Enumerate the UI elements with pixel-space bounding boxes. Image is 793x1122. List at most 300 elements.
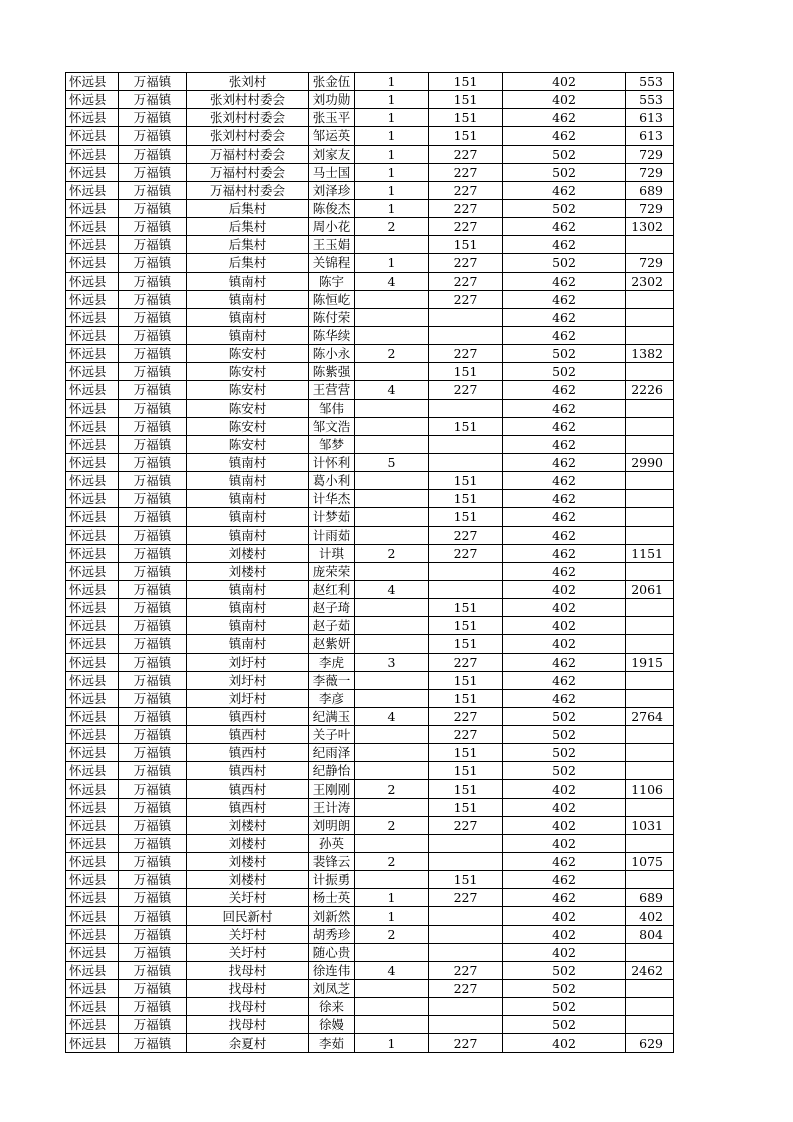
total-cell: 689: [626, 889, 674, 907]
amount-b-cell: 402: [503, 617, 626, 635]
household-count-cell: 1: [355, 73, 429, 91]
town-cell: 万福镇: [119, 689, 187, 707]
village-cell: 刘楼村: [187, 816, 309, 834]
total-cell: 613: [626, 109, 674, 127]
amount-b-cell: 462: [503, 653, 626, 671]
amount-a-cell: 227: [429, 181, 503, 199]
amount-a-cell: 227: [429, 889, 503, 907]
household-count-cell: [355, 363, 429, 381]
village-cell: 镇南村: [187, 290, 309, 308]
household-count-cell: [355, 490, 429, 508]
name-cell: 胡秀珍: [309, 925, 355, 943]
town-cell: 万福镇: [119, 671, 187, 689]
household-count-cell: [355, 635, 429, 653]
household-count-cell: 3: [355, 653, 429, 671]
total-cell: 729: [626, 199, 674, 217]
county-cell: 怀远县: [66, 145, 119, 163]
household-count-cell: [355, 599, 429, 617]
name-cell: 纪雨泽: [309, 744, 355, 762]
name-cell: 刘泽珍: [309, 181, 355, 199]
amount-a-cell: 227: [429, 526, 503, 544]
amount-b-cell: 462: [503, 435, 626, 453]
table-row: [66, 1034, 674, 1052]
amount-b-cell: 462: [503, 308, 626, 326]
county-cell: 怀远县: [66, 798, 119, 816]
table-row: [66, 943, 674, 961]
village-cell: 刘楼村: [187, 834, 309, 852]
town-cell: 万福镇: [119, 925, 187, 943]
county-cell: 怀远县: [66, 308, 119, 326]
amount-b-cell: 462: [503, 236, 626, 254]
household-count-cell: [355, 871, 429, 889]
county-cell: 怀远县: [66, 472, 119, 490]
county-cell: 怀远县: [66, 907, 119, 925]
household-count-cell: [355, 689, 429, 707]
town-cell: 万福镇: [119, 236, 187, 254]
household-count-cell: 4: [355, 961, 429, 979]
town-cell: 万福镇: [119, 853, 187, 871]
household-count-cell: 2: [355, 544, 429, 562]
household-count-cell: [355, 617, 429, 635]
county-cell: 怀远县: [66, 816, 119, 834]
household-count-cell: [355, 726, 429, 744]
amount-a-cell: [429, 562, 503, 580]
name-cell: 葛小利: [309, 472, 355, 490]
amount-b-cell: 462: [503, 399, 626, 417]
county-cell: 怀远县: [66, 254, 119, 272]
town-cell: 万福镇: [119, 943, 187, 961]
county-cell: 怀远县: [66, 399, 119, 417]
name-cell: 李彦: [309, 689, 355, 707]
town-cell: 万福镇: [119, 998, 187, 1016]
town-cell: 万福镇: [119, 762, 187, 780]
household-count-cell: 5: [355, 453, 429, 471]
amount-b-cell: 502: [503, 980, 626, 998]
household-count-cell: [355, 562, 429, 580]
county-cell: 怀远县: [66, 871, 119, 889]
village-cell: 镇南村: [187, 580, 309, 598]
village-cell: 关圩村: [187, 943, 309, 961]
name-cell: 马士国: [309, 163, 355, 181]
amount-b-cell: 402: [503, 73, 626, 91]
total-cell: [626, 617, 674, 635]
county-cell: 怀远县: [66, 381, 119, 399]
amount-b-cell: 402: [503, 816, 626, 834]
total-cell: 2061: [626, 580, 674, 598]
county-cell: 怀远县: [66, 707, 119, 725]
total-cell: [626, 526, 674, 544]
household-count-cell: 1: [355, 109, 429, 127]
household-count-cell: [355, 744, 429, 762]
total-cell: [626, 472, 674, 490]
village-cell: 关圩村: [187, 889, 309, 907]
total-cell: [626, 762, 674, 780]
table-row: [66, 417, 674, 435]
amount-a-cell: 151: [429, 780, 503, 798]
village-cell: 张刘村村委会: [187, 127, 309, 145]
amount-b-cell: 462: [503, 326, 626, 344]
amount-b-cell: 502: [503, 1016, 626, 1034]
county-cell: 怀远县: [66, 526, 119, 544]
village-cell: 镇南村: [187, 599, 309, 617]
amount-a-cell: 227: [429, 726, 503, 744]
table-row: [66, 617, 674, 635]
name-cell: 陈华续: [309, 326, 355, 344]
county-cell: 怀远县: [66, 1016, 119, 1034]
total-cell: [626, 726, 674, 744]
total-cell: [626, 490, 674, 508]
village-cell: 陈安村: [187, 363, 309, 381]
village-cell: 镇西村: [187, 744, 309, 762]
name-cell: 刘功勋: [309, 91, 355, 109]
table-row: [66, 762, 674, 780]
name-cell: 计华杰: [309, 490, 355, 508]
amount-a-cell: 151: [429, 635, 503, 653]
amount-b-cell: 402: [503, 834, 626, 852]
table-row: [66, 671, 674, 689]
total-cell: 2462: [626, 961, 674, 979]
amount-a-cell: 227: [429, 980, 503, 998]
county-cell: 怀远县: [66, 73, 119, 91]
household-count-cell: 1: [355, 889, 429, 907]
total-cell: [626, 599, 674, 617]
household-count-cell: [355, 290, 429, 308]
county-cell: 怀远县: [66, 653, 119, 671]
table-row: [66, 544, 674, 562]
amount-a-cell: 151: [429, 871, 503, 889]
household-count-cell: [355, 943, 429, 961]
household-count-cell: 2: [355, 925, 429, 943]
name-cell: 李茹: [309, 1034, 355, 1052]
county-cell: 怀远县: [66, 980, 119, 998]
county-cell: 怀远县: [66, 671, 119, 689]
table-row: [66, 91, 674, 109]
village-cell: 镇南村: [187, 272, 309, 290]
table-row: [66, 726, 674, 744]
total-cell: [626, 671, 674, 689]
name-cell: 刘新然: [309, 907, 355, 925]
household-count-cell: [355, 798, 429, 816]
town-cell: 万福镇: [119, 363, 187, 381]
total-cell: 729: [626, 254, 674, 272]
amount-b-cell: 502: [503, 345, 626, 363]
amount-b-cell: 462: [503, 472, 626, 490]
name-cell: 陈付荣: [309, 308, 355, 326]
name-cell: 陈小永: [309, 345, 355, 363]
amount-b-cell: 502: [503, 163, 626, 181]
village-cell: 镇南村: [187, 617, 309, 635]
total-cell: 729: [626, 163, 674, 181]
town-cell: 万福镇: [119, 526, 187, 544]
table-row: [66, 236, 674, 254]
total-cell: [626, 943, 674, 961]
amount-b-cell: 402: [503, 798, 626, 816]
village-cell: 陈安村: [187, 417, 309, 435]
amount-a-cell: 151: [429, 617, 503, 635]
table-row: [66, 308, 674, 326]
name-cell: 陈俊杰: [309, 199, 355, 217]
name-cell: 陈紫强: [309, 363, 355, 381]
county-cell: 怀远县: [66, 617, 119, 635]
county-cell: 怀远县: [66, 326, 119, 344]
total-cell: [626, 1016, 674, 1034]
village-cell: 张刘村村委会: [187, 91, 309, 109]
amount-a-cell: 227: [429, 544, 503, 562]
table-row: [66, 363, 674, 381]
table-row: [66, 707, 674, 725]
county-cell: 怀远县: [66, 780, 119, 798]
town-cell: 万福镇: [119, 834, 187, 852]
table-row: [66, 653, 674, 671]
table-row: [66, 199, 674, 217]
village-cell: 镇南村: [187, 526, 309, 544]
name-cell: 赵子茹: [309, 617, 355, 635]
amount-b-cell: 462: [503, 218, 626, 236]
amount-a-cell: [429, 853, 503, 871]
county-cell: 怀远县: [66, 199, 119, 217]
total-cell: [626, 871, 674, 889]
town-cell: 万福镇: [119, 490, 187, 508]
amount-b-cell: 502: [503, 762, 626, 780]
amount-a-cell: 151: [429, 490, 503, 508]
name-cell: 随心贵: [309, 943, 355, 961]
amount-b-cell: 402: [503, 907, 626, 925]
amount-b-cell: 402: [503, 599, 626, 617]
table-row: [66, 562, 674, 580]
village-cell: 张刘村: [187, 73, 309, 91]
village-cell: 万福村村委会: [187, 145, 309, 163]
amount-a-cell: 151: [429, 599, 503, 617]
total-cell: [626, 998, 674, 1016]
town-cell: 万福镇: [119, 254, 187, 272]
village-cell: 镇西村: [187, 707, 309, 725]
amount-b-cell: 462: [503, 562, 626, 580]
county-cell: 怀远县: [66, 998, 119, 1016]
household-count-cell: 1: [355, 199, 429, 217]
town-cell: 万福镇: [119, 218, 187, 236]
amount-b-cell: 462: [503, 127, 626, 145]
household-count-cell: 1: [355, 254, 429, 272]
county-cell: 怀远县: [66, 91, 119, 109]
total-cell: [626, 308, 674, 326]
total-cell: 2302: [626, 272, 674, 290]
amount-a-cell: 227: [429, 653, 503, 671]
county-cell: 怀远县: [66, 726, 119, 744]
total-cell: [626, 980, 674, 998]
total-cell: 729: [626, 145, 674, 163]
amount-a-cell: 151: [429, 798, 503, 816]
town-cell: 万福镇: [119, 181, 187, 199]
table-row: [66, 907, 674, 925]
table-row: [66, 871, 674, 889]
town-cell: 万福镇: [119, 381, 187, 399]
town-cell: 万福镇: [119, 707, 187, 725]
total-cell: 613: [626, 127, 674, 145]
household-count-cell: [355, 998, 429, 1016]
town-cell: 万福镇: [119, 308, 187, 326]
village-cell: 镇西村: [187, 780, 309, 798]
town-cell: 万福镇: [119, 653, 187, 671]
amount-b-cell: 462: [503, 689, 626, 707]
household-count-cell: [355, 326, 429, 344]
name-cell: 刘明朗: [309, 816, 355, 834]
town-cell: 万福镇: [119, 907, 187, 925]
village-cell: 陈安村: [187, 399, 309, 417]
table-row: [66, 127, 674, 145]
town-cell: 万福镇: [119, 345, 187, 363]
town-cell: 万福镇: [119, 127, 187, 145]
name-cell: 纪满玉: [309, 707, 355, 725]
amount-a-cell: 227: [429, 381, 503, 399]
amount-a-cell: [429, 435, 503, 453]
table-row: [66, 580, 674, 598]
amount-a-cell: 227: [429, 218, 503, 236]
village-cell: 万福村村委会: [187, 163, 309, 181]
table-row: [66, 780, 674, 798]
name-cell: 王计涛: [309, 798, 355, 816]
amount-b-cell: 502: [503, 707, 626, 725]
county-cell: 怀远县: [66, 218, 119, 236]
amount-a-cell: 151: [429, 671, 503, 689]
table-row: [66, 816, 674, 834]
total-cell: [626, 689, 674, 707]
village-cell: 回民新村: [187, 907, 309, 925]
town-cell: 万福镇: [119, 816, 187, 834]
county-cell: 怀远县: [66, 580, 119, 598]
county-cell: 怀远县: [66, 363, 119, 381]
total-cell: [626, 744, 674, 762]
table-row: [66, 961, 674, 979]
county-cell: 怀远县: [66, 635, 119, 653]
household-count-cell: [355, 671, 429, 689]
amount-a-cell: 227: [429, 816, 503, 834]
household-count-cell: 1: [355, 91, 429, 109]
name-cell: 裴锋云: [309, 853, 355, 871]
county-cell: 怀远县: [66, 834, 119, 852]
total-cell: [626, 798, 674, 816]
village-cell: 后集村: [187, 236, 309, 254]
household-count-cell: 2: [355, 853, 429, 871]
county-cell: 怀远县: [66, 453, 119, 471]
table-row: [66, 1016, 674, 1034]
table-row: [66, 272, 674, 290]
table-row: [66, 399, 674, 417]
amount-b-cell: 502: [503, 726, 626, 744]
name-cell: 庞荣荣: [309, 562, 355, 580]
amount-a-cell: 227: [429, 199, 503, 217]
household-count-cell: 1: [355, 1034, 429, 1052]
town-cell: 万福镇: [119, 508, 187, 526]
household-count-cell: [355, 1016, 429, 1034]
amount-b-cell: 462: [503, 290, 626, 308]
amount-a-cell: 227: [429, 290, 503, 308]
county-cell: 怀远县: [66, 762, 119, 780]
county-cell: 怀远县: [66, 943, 119, 961]
amount-b-cell: 402: [503, 1034, 626, 1052]
table-row: [66, 599, 674, 617]
name-cell: 孙英: [309, 834, 355, 852]
household-count-cell: 2: [355, 345, 429, 363]
table-row: [66, 73, 674, 91]
amount-a-cell: [429, 907, 503, 925]
county-cell: 怀远县: [66, 435, 119, 453]
amount-b-cell: 402: [503, 925, 626, 943]
amount-b-cell: 462: [503, 671, 626, 689]
amount-b-cell: 462: [503, 871, 626, 889]
amount-a-cell: 227: [429, 145, 503, 163]
town-cell: 万福镇: [119, 109, 187, 127]
amount-b-cell: 502: [503, 254, 626, 272]
amount-a-cell: [429, 453, 503, 471]
name-cell: 杨士英: [309, 889, 355, 907]
table-row: [66, 218, 674, 236]
table-row: [66, 290, 674, 308]
household-count-cell: 4: [355, 707, 429, 725]
amount-a-cell: [429, 998, 503, 1016]
table-row: [66, 980, 674, 998]
name-cell: 陈宇: [309, 272, 355, 290]
total-cell: 2990: [626, 453, 674, 471]
town-cell: 万福镇: [119, 580, 187, 598]
town-cell: 万福镇: [119, 326, 187, 344]
amount-a-cell: 151: [429, 363, 503, 381]
table-row: [66, 453, 674, 471]
town-cell: 万福镇: [119, 980, 187, 998]
amount-b-cell: 402: [503, 91, 626, 109]
amount-a-cell: 151: [429, 762, 503, 780]
total-cell: 402: [626, 907, 674, 925]
county-cell: 怀远县: [66, 961, 119, 979]
name-cell: 周小花: [309, 218, 355, 236]
total-cell: 804: [626, 925, 674, 943]
town-cell: 万福镇: [119, 399, 187, 417]
total-cell: 629: [626, 1034, 674, 1052]
county-cell: 怀远县: [66, 889, 119, 907]
amount-a-cell: 151: [429, 508, 503, 526]
name-cell: 赵红利: [309, 580, 355, 598]
household-count-cell: 4: [355, 381, 429, 399]
table-row: [66, 181, 674, 199]
amount-b-cell: 462: [503, 181, 626, 199]
amount-a-cell: 227: [429, 961, 503, 979]
name-cell: 纪静怡: [309, 762, 355, 780]
name-cell: 王刚刚: [309, 780, 355, 798]
total-cell: [626, 435, 674, 453]
name-cell: 徐嫚: [309, 1016, 355, 1034]
town-cell: 万福镇: [119, 290, 187, 308]
village-cell: 镇南村: [187, 308, 309, 326]
county-cell: 怀远县: [66, 853, 119, 871]
amount-b-cell: 462: [503, 272, 626, 290]
amount-a-cell: 227: [429, 163, 503, 181]
name-cell: 王玉娟: [309, 236, 355, 254]
village-cell: 刘楼村: [187, 544, 309, 562]
town-cell: 万福镇: [119, 544, 187, 562]
county-cell: 怀远县: [66, 1034, 119, 1052]
village-cell: 镇西村: [187, 726, 309, 744]
county-cell: 怀远县: [66, 689, 119, 707]
name-cell: 徐来: [309, 998, 355, 1016]
name-cell: 邹梦: [309, 435, 355, 453]
total-cell: [626, 635, 674, 653]
amount-a-cell: [429, 1016, 503, 1034]
amount-b-cell: 502: [503, 363, 626, 381]
total-cell: [626, 508, 674, 526]
village-cell: 镇南村: [187, 326, 309, 344]
town-cell: 万福镇: [119, 798, 187, 816]
amount-a-cell: 227: [429, 254, 503, 272]
county-cell: 怀远县: [66, 163, 119, 181]
